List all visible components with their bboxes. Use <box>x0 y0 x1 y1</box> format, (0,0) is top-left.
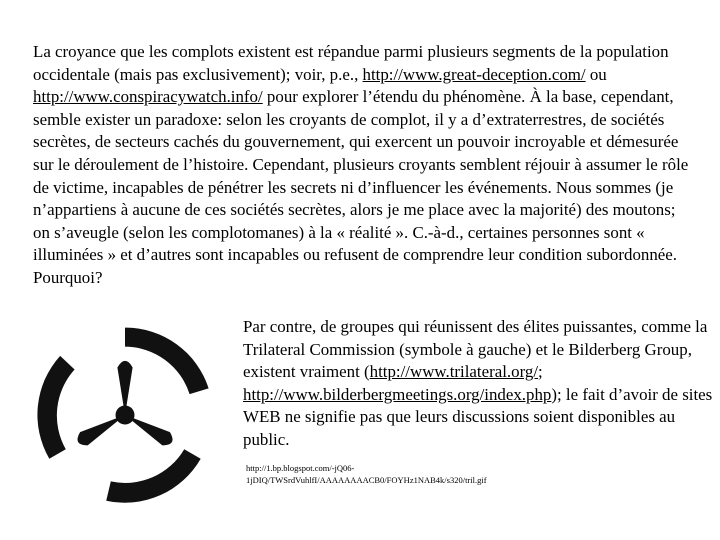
conspiracywatch-link[interactable]: http://www.conspiracywatch.info/ <box>33 87 263 107</box>
intro-text-a: La croyance que les complots existent est répandue parmi plusieurs segments de la population occidentale (mais pas exclusivement); voir, p.e., <box>33 42 669 84</box>
intro-paragraph <box>33 41 693 290</box>
elites-paragraph <box>243 316 713 452</box>
elites-text-a: Par contre, de groupes qui réunissent des élites puissantes, comme la Trilateral Commission (symbole à gauche) et le Bilderberg Group, existent vraiment ( <box>243 317 708 382</box>
intro-text-c: pour explorer l’étendu du phénomène. À la base, cependant, semble exister un paradoxe: selon les croyants de complot, il y a d’extraterrestres, de sociétés secrètes, de secteurs cachés du gouvernement, qui exercent un pouvoir incroyable et démesurée sur le déroulement de l’histoire. Cependant, plusieurs croyants semblent réjouir à assumer le rôle de victime, incapables de pénétrer les secrets ni d’influencer les événements. Nous sommes (je n’appartiens à aucune de ces sociétés secrètes, alors je me place avec la majorité) des moutons; on s’aveugle (selon les complotomanes) à la « réalité ». C.-à-d., certaines personnes sont « illuminées » et d’autres sont incapables ou refusent de comprendre leur condition subordonnée. Pourquoi? <box>33 87 689 287</box>
image-source-caption: http://1.bp.blogspot.com/-jQ06-1jDIQ/TWSrdVuhlfI/AAAAAAAACB0/FOYHz1NAB4k/s320/tril.gif <box>246 463 487 485</box>
bilderberg-link[interactable]: http://www.bilderbergmeetings.org/index.php <box>243 384 552 404</box>
trilateral-link[interactable]: http://www.trilateral.org/ <box>369 362 539 382</box>
trilateral-commission-logo-icon <box>30 320 220 510</box>
elites-text-b: ; <box>538 362 543 382</box>
great-deception-link[interactable]: http://www.great-deception.com/ <box>362 64 586 84</box>
intro-text-b: ou <box>585 64 607 84</box>
elites-text-c: ); le fait d’avoir de sites WEB ne signifie pas que leurs discussions soient disponibles au public. <box>243 384 713 449</box>
